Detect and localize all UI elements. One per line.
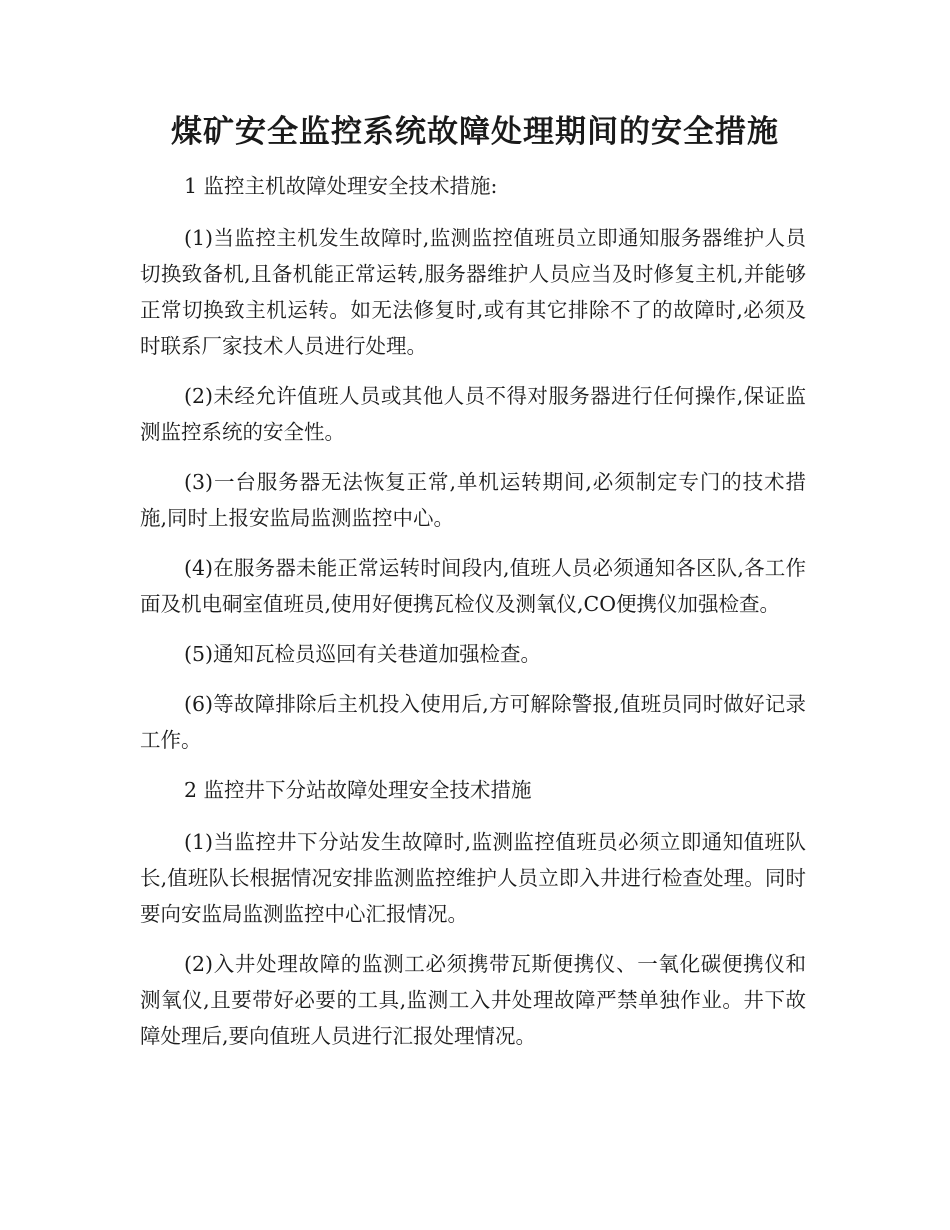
section-1-heading: 1 监控主机故障处理安全技术措施: (184, 174, 498, 198)
section-2-item-1: (1)当监控井下分站发生故障时,监测监控值班员必须立即通知值班队长,值班队长根据情况安排监测监控维护人员立即入井进行检查处理。同时要向安监局监测监控中心汇报情况。 (140, 830, 806, 926)
section-2-item-2: (2)入井处理故障的监测工必须携带瓦斯便携仪、一氧化碳便携仪和测氧仪,且要带好必要的工具,监测工入井处理故障严禁单独作业。井下故障处理后,要向值班人员进行汇报处理情况。 (140, 952, 806, 1048)
section-2-heading: 2 监控井下分站故障处理安全技术措施 (184, 778, 532, 802)
section-1-item-4: (4)在服务器未能正常运转时间段内,值班人员必须通知各区队,各工作面及机电硐室值班员,使用好便携瓦检仪及测氧仪,CO便携仪加强检查。 (140, 556, 806, 616)
section-1-item-2: (2)未经允许值班人员或其他人员不得对服务器进行任何操作,保证监测监控系统的安全性。 (140, 384, 806, 444)
section-1-item-1: (1)当监控主机发生故障时,监测监控值班员立即通知服务器维护人员切换致备机,且备机能正常运转,服务器维护人员应当及时修复主机,并能够正常切换致主机运转。如无法修复时,或有其它排除不了的故障时,必须及时联系厂家技术人员进行处理。 (140, 226, 806, 358)
document-body (140, 168, 806, 1068)
section-1-item-6: (6)等故障排除后主机投入使用后,方可解除警报,值班员同时做好记录工作。 (140, 692, 806, 752)
document-title: 煤矿安全监控系统故障处理期间的安全措施 (171, 114, 779, 150)
section-1-item-3: (3)一台服务器无法恢复正常,单机运转期间,必须制定专门的技术措施,同时上报安监局监测监控中心。 (140, 470, 806, 530)
section-1-item-5: (5)通知瓦检员巡回有关巷道加强检查。 (184, 642, 542, 666)
